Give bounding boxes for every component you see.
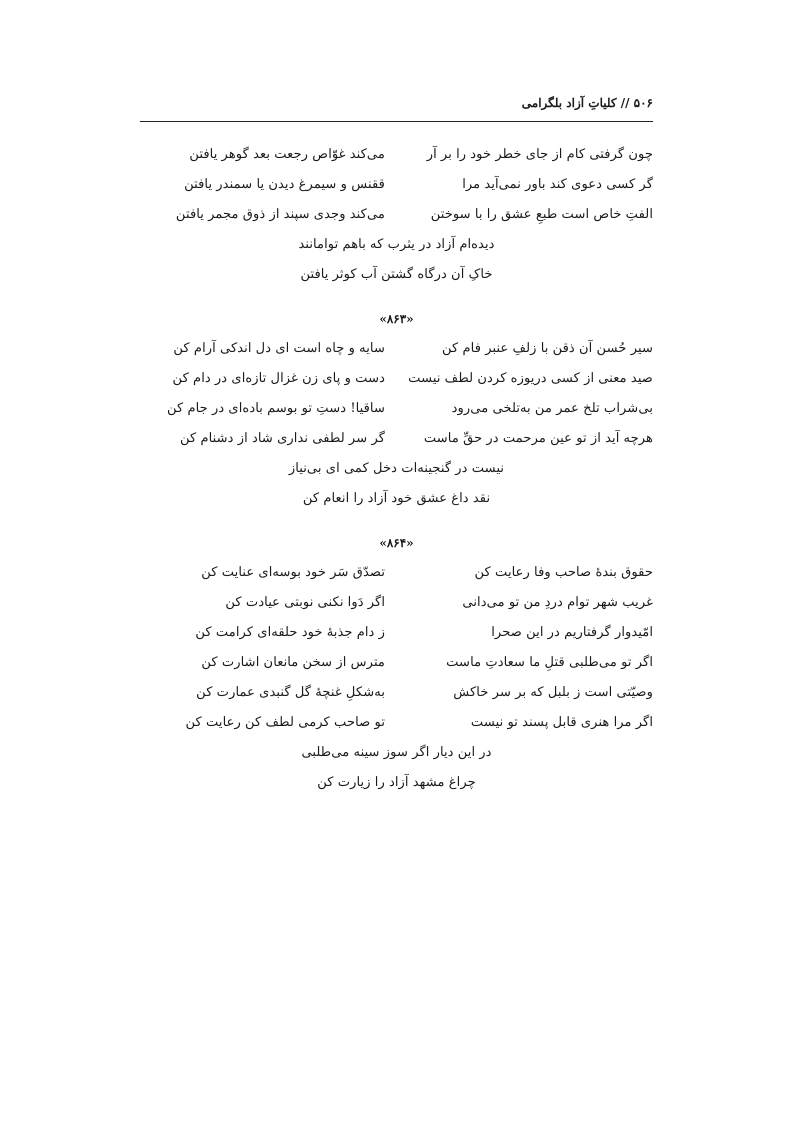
poem-number: «۸۶۴»	[379, 536, 414, 550]
bayt	[140, 364, 653, 394]
closing-line	[140, 768, 653, 798]
second-hemistich: می‌کند وجدی سپند از ذوق مجمر یافتن	[175, 207, 385, 222]
bayt	[140, 334, 653, 364]
page-body	[140, 140, 653, 798]
first-hemistich: حقوق بندهٔ صاحب وفا رعایت کن	[474, 565, 653, 580]
first-hemistich: سیر حُسن آن ذقن با زلفِ عنبر فام کن	[442, 341, 653, 356]
closing-hemistich: نیست در گنجینه‌ات دخل کمی ای بی‌نیاز	[288, 461, 505, 476]
bayt	[140, 678, 653, 708]
bayt	[140, 618, 653, 648]
poem-864	[140, 534, 653, 798]
first-hemistich: اگر تو می‌طلبی قتلِ ما سعادتِ ماست	[446, 655, 653, 670]
first-hemistich: امّیدوار گرفتاریم در این صحرا	[491, 625, 653, 640]
poem-number: «۸۶۳»	[379, 312, 414, 326]
closing-hemistich: در این دیار اگر سوز سینه می‌طلبی	[301, 745, 492, 760]
first-hemistich: گر کسی دعوی کند باور نمی‌آید مرا	[462, 177, 653, 192]
closing-hemistich: نقد داغ عشق خود آزاد را انعام کن	[302, 491, 491, 506]
poem-863	[140, 310, 653, 514]
closing-line	[140, 230, 653, 260]
closing-hemistich: دیده‌ام آزاد در یثرب که باهم توامانند	[298, 237, 495, 252]
second-hemistich: ساقیا! دستِ تو بوسم باده‌ای در جام کن	[166, 401, 385, 416]
closing-line	[140, 454, 653, 484]
first-hemistich: صید معنی از کسی دریوزه کردن لطف نیست	[408, 371, 653, 386]
second-hemistich: ز دام جذبهٔ خود حلقه‌ای کرامت کن	[195, 625, 385, 640]
second-hemistich: تصدّق سَر خود بوسه‌ای عنایت کن	[201, 565, 385, 580]
second-hemistich: می‌کند غوّاص رجعت بعد گوهر یافتن	[189, 147, 385, 162]
second-hemistich: سایه و چاه است ای دل اندکی آرام کن	[173, 341, 385, 356]
bayt	[140, 708, 653, 738]
closing-hemistich: خاکِ آن درگاه گشتن آب کوثر یافتن	[300, 267, 493, 282]
second-hemistich: دست و پای زن غزال تازه‌ای در دام کن	[172, 371, 385, 386]
second-hemistich: تو صاحب کرمی لطف کن رعایت کن	[185, 715, 385, 730]
first-hemistich: اگر مرا هنری قابل پسند تو نیست	[470, 715, 653, 730]
second-hemistich: اگر دَوا نکنی نوبتی عیادت کن	[225, 595, 385, 610]
bayt	[140, 170, 653, 200]
poem-continuation	[140, 140, 653, 290]
bayt	[140, 424, 653, 454]
first-hemistich: وصیّتی است ز بلبل که بر سر خاکش	[453, 685, 653, 700]
bayt	[140, 394, 653, 424]
first-hemistich: بی‌شراب تلخ عمر من به‌تلخی می‌رود	[451, 401, 653, 416]
first-hemistich: چون گرفتی کام از جای خطر خود را بر آر	[426, 147, 653, 162]
second-hemistich: گر سر لطفی نداری شاد از دشنام کن	[179, 431, 385, 446]
page-header	[140, 96, 653, 118]
bayt	[140, 588, 653, 618]
header-title: ۵۰۶ // کلیاتِ آزاد بلگرامی	[521, 96, 653, 110]
closing-line	[140, 484, 653, 514]
bayt	[140, 140, 653, 170]
header-rule	[140, 121, 653, 122]
first-hemistich: هرچه آید از تو عین مرحمت در حقِّ ماست	[423, 431, 653, 446]
second-hemistich: به‌شکلِ غنچهٔ گل گنبدی عمارت کن	[196, 685, 385, 700]
second-hemistich: مترس از سخن مانعان اشارت کن	[201, 655, 385, 670]
closing-hemistich: چراغ مشهد آزاد را زیارت کن	[317, 775, 476, 790]
bayt	[140, 648, 653, 678]
bayt	[140, 558, 653, 588]
closing-line	[140, 738, 653, 768]
bayt	[140, 200, 653, 230]
first-hemistich: غریب شهر توام دردِ من تو می‌دانی	[462, 595, 653, 610]
closing-line	[140, 260, 653, 290]
second-hemistich: ققنس و سیمرغ دیدن یا سمندر یافتن	[184, 177, 385, 192]
first-hemistich: الفتِ خاص است طبعِ عشق را با سوختن	[430, 207, 653, 222]
